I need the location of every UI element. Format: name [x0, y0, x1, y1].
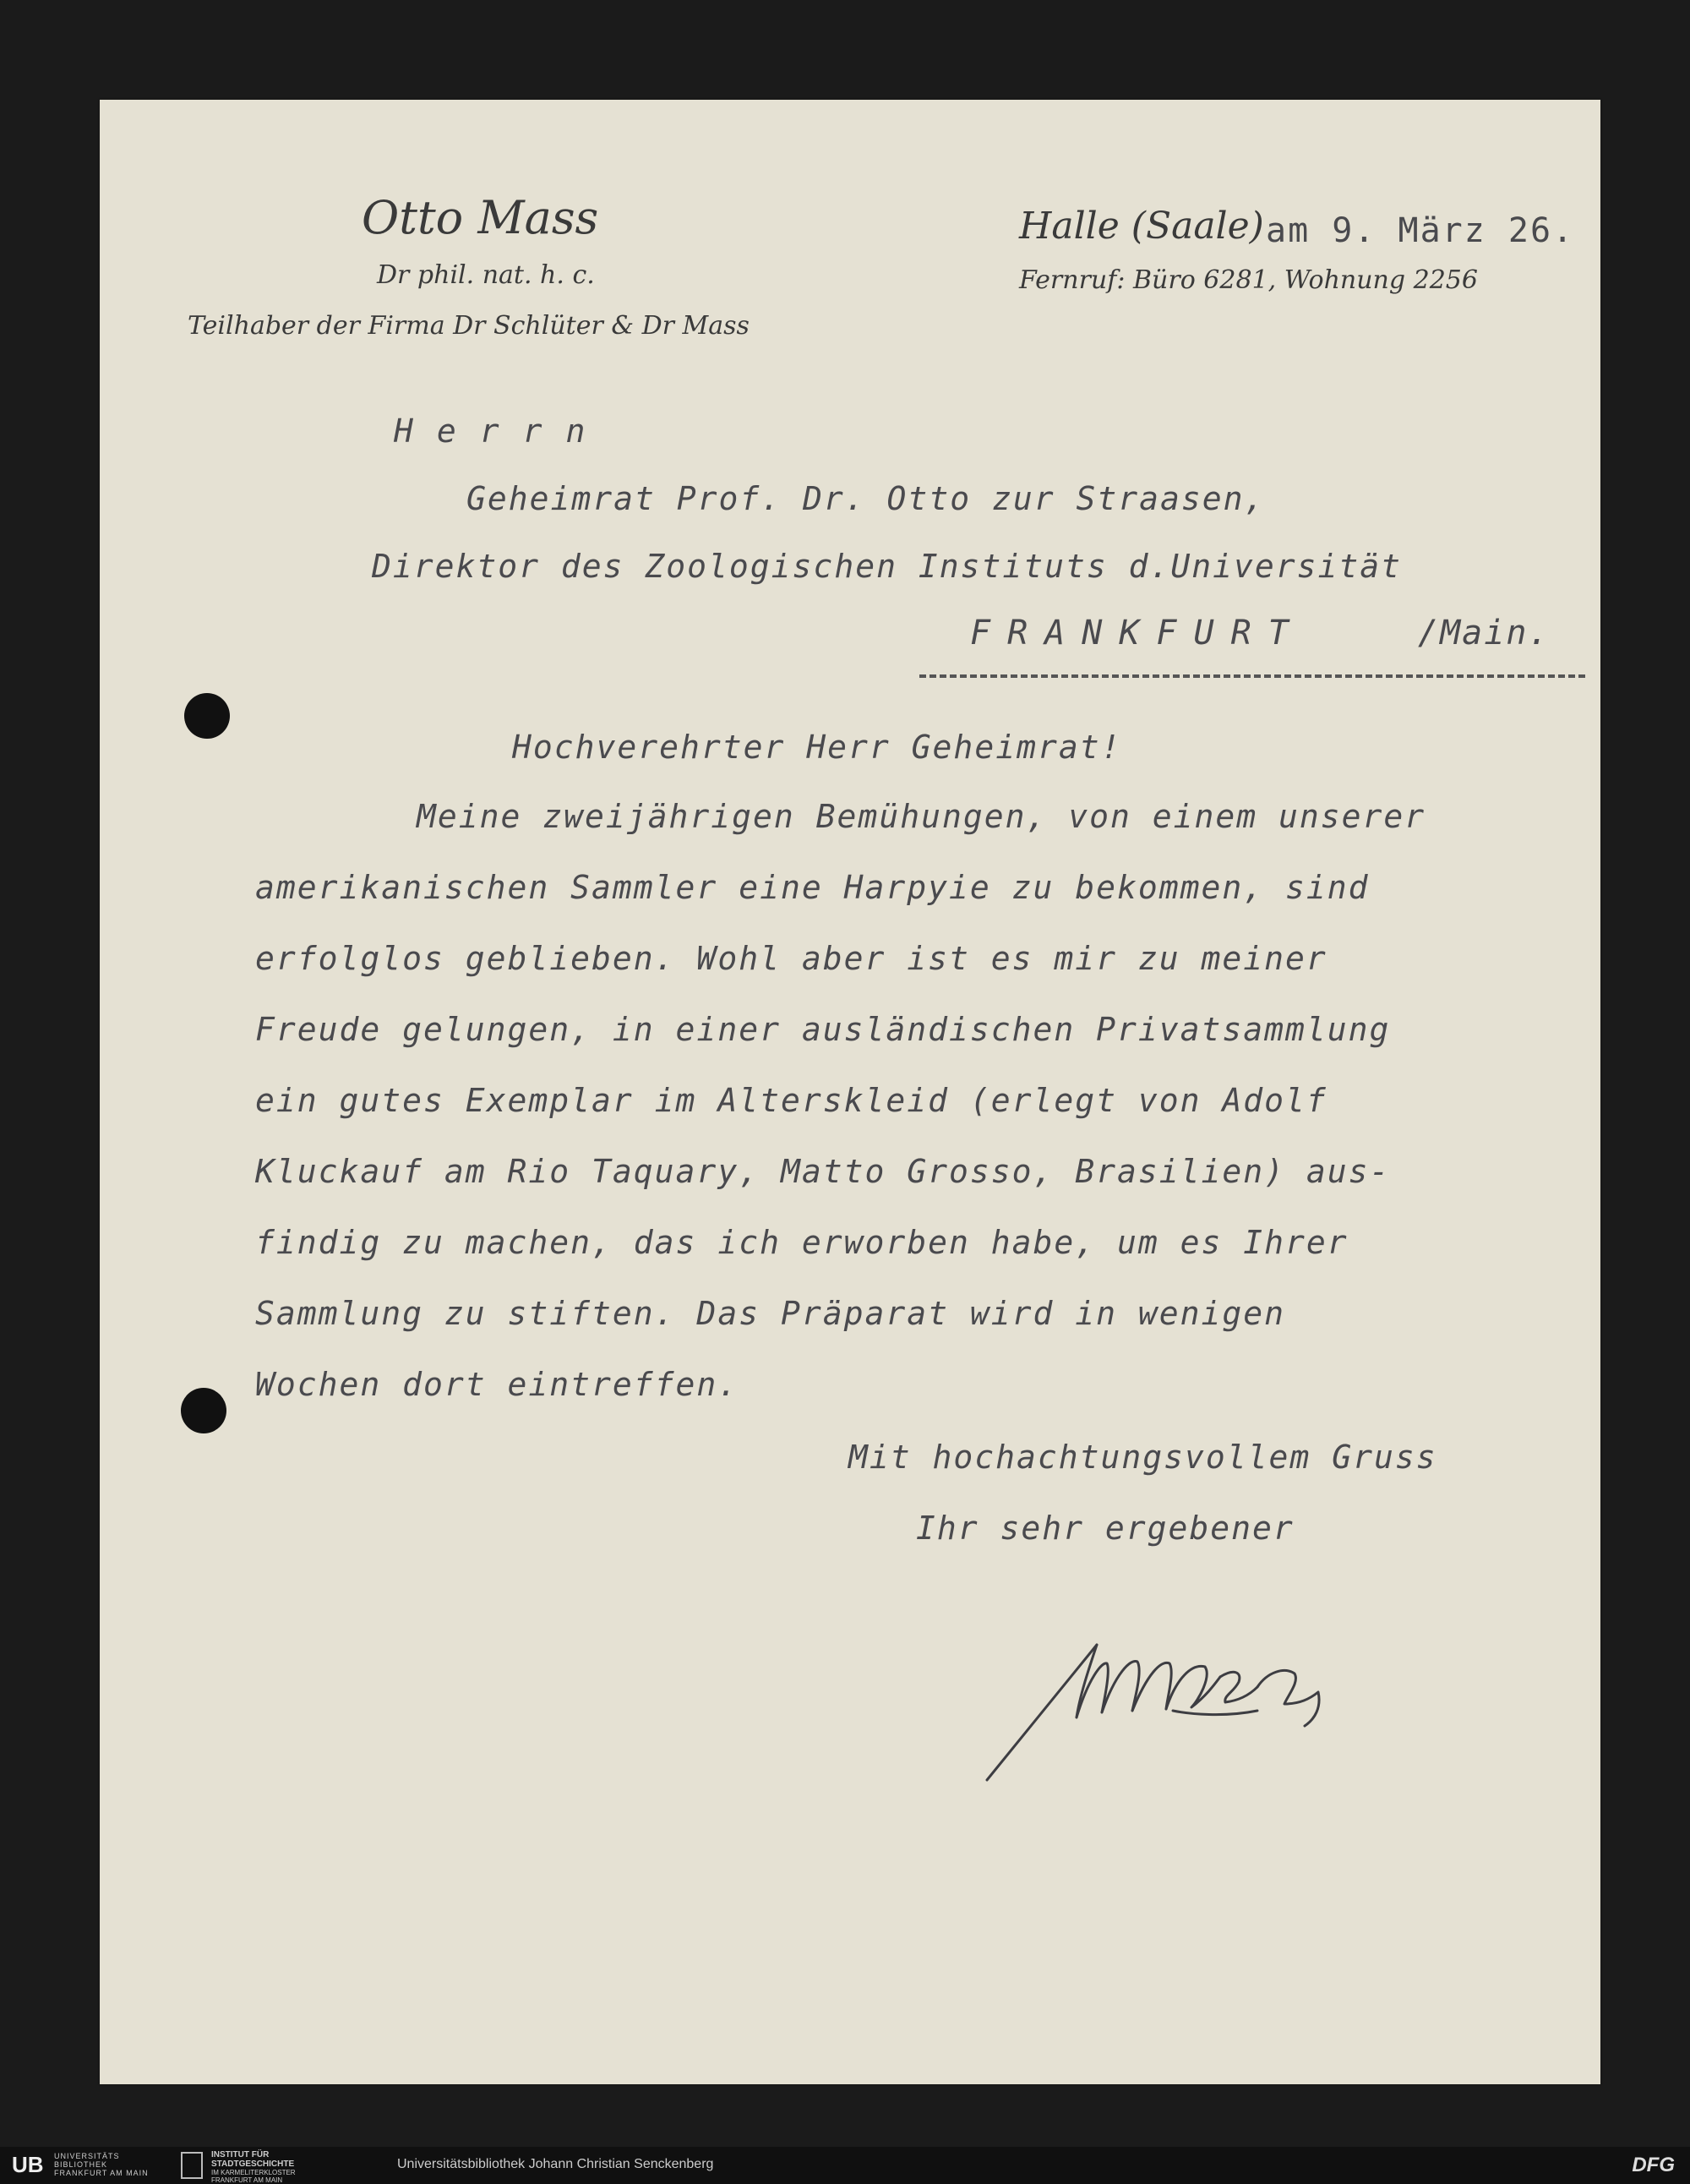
body-line: Kluckauf am Rio Taquary, Matto Grosso, Brasilien) aus- — [255, 1153, 1391, 1190]
recipient-name: Geheimrat Prof. Dr. Otto zur Straasen, — [466, 480, 1266, 517]
isg-line: FRANKFURT AM MAIN — [211, 2176, 283, 2184]
letter-page — [100, 100, 1600, 2084]
body-line: Meine zweijährigen Bemühungen, von einem unserer — [417, 798, 1426, 835]
letter-date: am 9. März 26. — [1266, 211, 1575, 250]
body-line: amerikanischen Sammler eine Harpyie zu bekommen, sind — [255, 869, 1370, 906]
body-line: findig zu machen, das ich erworben habe, um es Ihrer — [255, 1224, 1349, 1261]
punch-hole-lower — [181, 1388, 226, 1433]
letterhead-phone: Fernruf: Büro 6281, Wohnung 2256 — [1019, 265, 1478, 295]
dfg-logo: DFG — [1632, 2154, 1675, 2176]
ub-line: FRANKFURT AM MAIN — [54, 2169, 149, 2177]
punch-hole-upper — [184, 693, 230, 739]
isg-logo-text — [211, 2150, 296, 2184]
ub-line: UNIVERSITÄTS — [54, 2152, 120, 2160]
recipient-city-suffix: /Main. — [1418, 614, 1551, 652]
recipient-position: Direktor des Zoologischen Instituts d.Universität — [372, 548, 1403, 585]
ub-logo-text — [54, 2152, 149, 2177]
letterhead-firm: Teilhaber der Firma Dr Schlüter & Dr Mass — [188, 311, 750, 341]
isg-line: INSTITUT FÜR — [211, 2150, 270, 2159]
body-line: erfolglos geblieben. Wohl aber ist es mir zu meiner — [255, 940, 1327, 977]
address-underline — [919, 674, 1585, 678]
archive-footer — [0, 2147, 1690, 2184]
body-line: Wochen dort eintreffen. — [255, 1366, 739, 1403]
closing-line: Ihr sehr ergebener — [916, 1510, 1295, 1547]
handwritten-signature — [970, 1569, 1393, 1788]
body-line: ein gutes Exemplar im Alterskleid (erlegt von Adolf — [255, 1082, 1327, 1119]
letterhead-place: Halle (Saale) — [1019, 205, 1264, 248]
isg-line: STADTGESCHICHTE — [211, 2159, 295, 2169]
closing-line: Mit hochachtungsvollem Gruss — [848, 1439, 1437, 1476]
recipient-city: FRANKFURT — [970, 614, 1306, 652]
isg-logo-icon — [181, 2152, 203, 2179]
letterhead-title: Dr phil. nat. h. c. — [377, 260, 595, 290]
library-credit: Universitätsbibliothek Johann Christian Senckenberg — [397, 2157, 714, 2171]
greeting: Hochverehrter Herr Geheimrat! — [512, 729, 1122, 766]
isg-line: IM KARMELITERKLOSTER — [211, 2169, 296, 2176]
ub-line: BIBLIOTHEK — [54, 2160, 108, 2169]
body-line: Freude gelungen, in einer ausländischen Privatsammlung — [255, 1011, 1391, 1048]
letterhead-name: Otto Mass — [362, 191, 599, 244]
recipient-salutation: Herrn — [394, 412, 609, 450]
ub-logo: UB — [12, 2152, 44, 2177]
body-line: Sammlung zu stiften. Das Präparat wird in wenigen — [255, 1295, 1286, 1332]
